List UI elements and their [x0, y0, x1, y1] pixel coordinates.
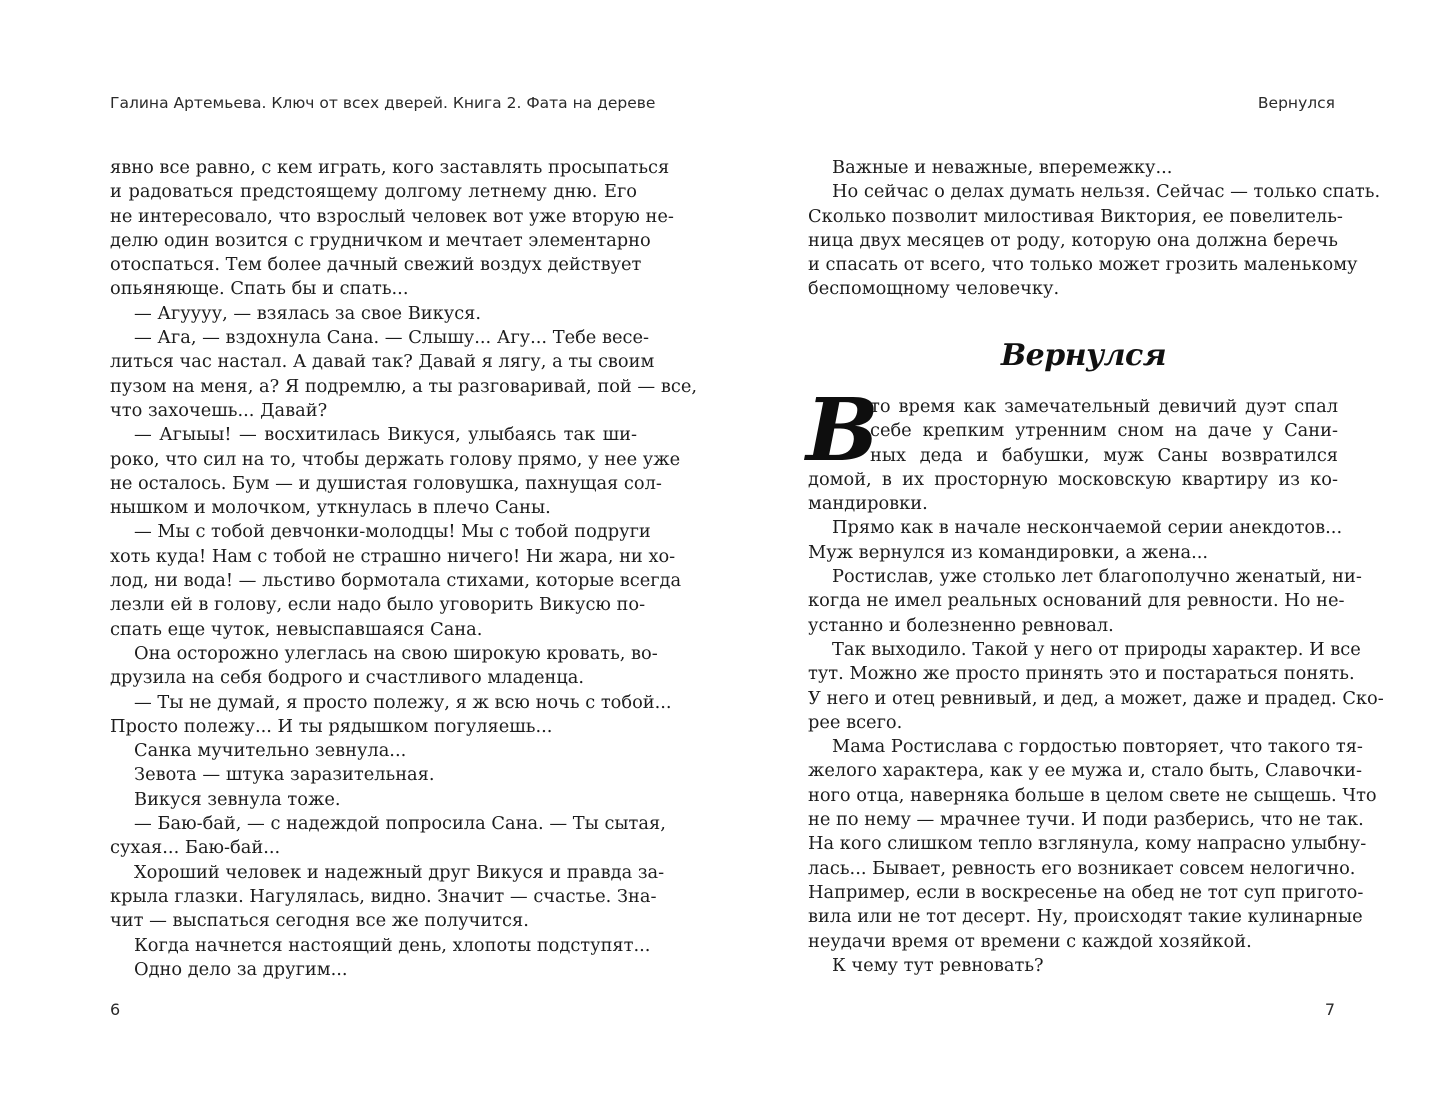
text-line: — Мы с тобой девчонки-молодцы! Мы с тобой подруги [134, 521, 651, 543]
text-line: — Ага, — вздохнула Сана. — Слышу... Агу... Тебе весе- [134, 327, 649, 349]
text-line: ница двух месяцев от роду, которую она должна беречь [808, 229, 1338, 251]
text-line: не осталось. Бум — и душистая головушка, пахнущая сол- [110, 472, 662, 494]
text-line: Когда начнется настоящий день, хлопоты подступят... [134, 934, 651, 956]
text-line: лась... Бывает, ревность его возникает совсем нелогично. [808, 857, 1356, 879]
text-line: — Баю-бай, — с надеждой попросила Сана. — Ты сытая, [134, 813, 666, 835]
text-line: роко, что сил на то, чтобы держать голову прямо, у нее уже [110, 448, 681, 470]
text-line: неудачи время от времени с каждой хозяйкой. [808, 930, 1252, 952]
text-line: Викуся зевнула тоже. [134, 788, 341, 810]
text-line: Одно дело за другим... [134, 958, 348, 980]
text-line: Ростислав, уже столько лет благополучно женатый, ни- [832, 566, 1362, 588]
text-line: то время как замечательный девичий дуэт спал [870, 396, 1338, 417]
chapter-title: Вернулся [1000, 338, 1167, 373]
text-line: и радоваться предстоящему долгому летнему дню. Его [110, 181, 637, 203]
text-line: пузом на меня, а? Я подремлю, а ты разговаривай, пой — все, [110, 375, 697, 397]
right-page-text-top [808, 156, 1381, 302]
page-number-left: 6 [110, 1000, 121, 1019]
text-line: нышком и молочком, уткнулась в плечо Саны. [110, 497, 551, 519]
text-line: когда не имел реальных оснований для ревности. Но не- [808, 590, 1345, 612]
text-line: тут. Можно же просто принять это и постараться понять. [808, 663, 1355, 685]
text-line: явно все равно, с кем играть, кого заставлять просыпаться [110, 157, 670, 178]
text-line: Муж вернулся из командировки, а жена... [808, 541, 1209, 563]
text-line: ных деда и бабушки, муж Саны возвратился [870, 444, 1338, 466]
text-line: ного отца, наверняка больше в целом свете не сыщешь. Что [808, 784, 1377, 806]
text-line: спать еще чуток, невыспавшаяся Сана. [110, 618, 483, 640]
page-number-right: 7 [1324, 1000, 1335, 1019]
text-line: Санка мучительно зевнула... [134, 740, 407, 762]
text-line: себе крепким утренним сном на даче у Сани- [870, 420, 1338, 442]
text-line: Мама Ростислава с гордостью повторяет, что такого тя- [832, 736, 1363, 758]
text-line: Просто полежу... И ты рядышком погуляешь... [110, 715, 553, 737]
text-line: что захочешь... Давай? [110, 399, 328, 421]
text-line: сухая... Баю-бай... [110, 837, 281, 859]
running-head-left: Галина Артемьева. Ключ от всех дверей. Книга 2. Фата на дереве [110, 94, 656, 112]
text-line: У него и отец ревнивый, и дед, а может, даже и прадед. Ско- [808, 687, 1384, 709]
left-page-text [110, 156, 697, 982]
text-line: Зевота — штука заразительная. [134, 764, 435, 786]
text-line: Она осторожно улеглась на свою широкую кровать, во- [134, 642, 658, 664]
text-line: Но сейчас о делах думать нельзя. Сейчас — только спать. [832, 181, 1381, 203]
text-line: делю один возится с грудничком и мечтает элементарно [110, 229, 651, 251]
drop-cap: В [806, 380, 879, 481]
text-line: — Агуууу, — взялась за свое Викуся. [134, 302, 482, 324]
left-page [0, 0, 722, 1096]
running-head-right: Вернулся [1257, 94, 1335, 112]
text-line: не по нему — мрачнее тучи. И поди разберись, что не так. [808, 809, 1364, 831]
text-line: чит — выспаться сегодня все же получится. [110, 910, 529, 932]
text-line: Прямо как в начале нескончаемой серии анекдотов... [832, 517, 1343, 539]
text-line: хоть куда! Нам с тобой не страшно ничего! Ни жара, ни хо- [110, 545, 676, 567]
text-line: К чему тут ревновать? [832, 954, 1044, 976]
right-page [722, 0, 1445, 1096]
chapter-body [806, 380, 1384, 978]
text-line: Так выходило. Такой у него от природы характер. И все [832, 638, 1361, 660]
text-line: — Агыыы! — восхитилась Викуся, улыбаясь так ши- [134, 424, 637, 446]
text-line: Например, если в воскресенье на обед не тот суп пригото- [808, 881, 1364, 903]
text-line: не интересовало, что взрослый человек вот уже вторую не- [110, 205, 674, 227]
text-line: Важные и неважные, вперемежку... [832, 157, 1173, 178]
text-line: На кого слишком тепло взглянула, кому напрасно улыбну- [808, 833, 1367, 855]
text-line: крыла глазки. Нагулялась, видно. Значит — счастье. Зна- [110, 885, 657, 907]
text-line: рее всего. [808, 711, 903, 733]
text-line: устанно и болезненно ревновал. [808, 614, 1114, 636]
text-line: лезли ей в голову, если надо было уговорить Викусю по- [110, 594, 646, 616]
text-line: литься час настал. А давай так? Давай я лягу, а ты своим [110, 351, 655, 373]
text-line: и спасать от всего, что только может грозить маленькому [808, 254, 1358, 276]
text-line: друзила на себя бодрого и счастливого младенца. [110, 667, 585, 689]
text-line: Сколько позволит милостивая Виктория, ее повелитель- [808, 205, 1343, 227]
text-line: мандировки. [808, 493, 928, 515]
text-line: лод, ни вода! — льстиво бормотала стихами, которые всегда [110, 570, 682, 592]
text-line: вила или не тот десерт. Ну, происходят такие кулинарные [808, 906, 1363, 928]
text-line: домой, в их просторную московскую квартиру из ко- [808, 468, 1338, 490]
text-line: опьяняюще. Спать бы и спать... [110, 278, 409, 300]
text-line: желого характера, как у ее мужа и, стало быть, Славочки- [808, 760, 1362, 782]
text-line: беспомощному человечку. [808, 278, 1060, 300]
text-line: Хороший человек и надежный друг Викуся и правда за- [134, 861, 665, 883]
text-line: отоспаться. Тем более дачный свежий воздух действует [110, 254, 642, 276]
text-line: — Ты не думай, я просто полежу, я ж всю ночь с тобой... [134, 691, 672, 713]
